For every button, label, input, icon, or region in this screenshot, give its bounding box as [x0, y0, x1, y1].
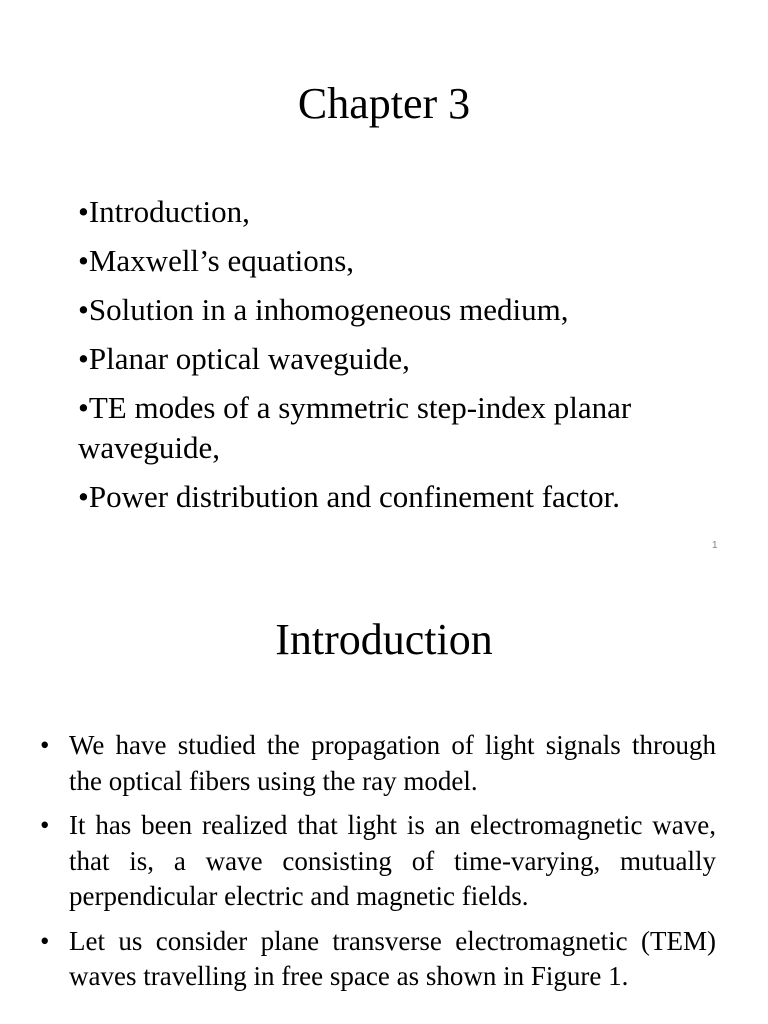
list-item — [40, 728, 716, 799]
toc-item: •Power distribution and confinement factor. — [78, 479, 621, 514]
bullet-list — [40, 728, 716, 1004]
toc-item: •Introduction, — [78, 194, 250, 229]
bullet-icon: • — [40, 730, 50, 760]
toc-item: •TE modes of a symmetric step-index planar waveguide, — [78, 390, 632, 465]
page-number: 1 — [712, 540, 718, 551]
list-item-text: It has been realized that light is an electromagnetic wave, that is, a wave consisting of time-varying, mutually perpendicular electric and magnetic fields. — [69, 810, 716, 911]
table-of-contents — [78, 192, 718, 526]
slide-introduction — [0, 560, 768, 1024]
list-item — [40, 808, 716, 915]
list-item-text: Let us consider plane transverse electromagnetic (TEM) waves travelling in free space as shown in Figure 1. — [69, 925, 716, 991]
toc-item: •Solution in a inhomogeneous medium, — [78, 292, 569, 327]
list-item-text: We have studied the propagation of light signals through the optical fibers using the ray model. — [69, 730, 716, 796]
toc-item: •Planar optical waveguide, — [78, 341, 410, 376]
slide-title: Chapter 3 — [297, 79, 471, 128]
toc-item: •Maxwell’s equations, — [78, 243, 355, 278]
bullet-icon: • — [40, 810, 50, 840]
list-item — [40, 924, 716, 995]
bullet-icon: • — [40, 925, 50, 956]
slide-title: Introduction — [275, 615, 493, 664]
